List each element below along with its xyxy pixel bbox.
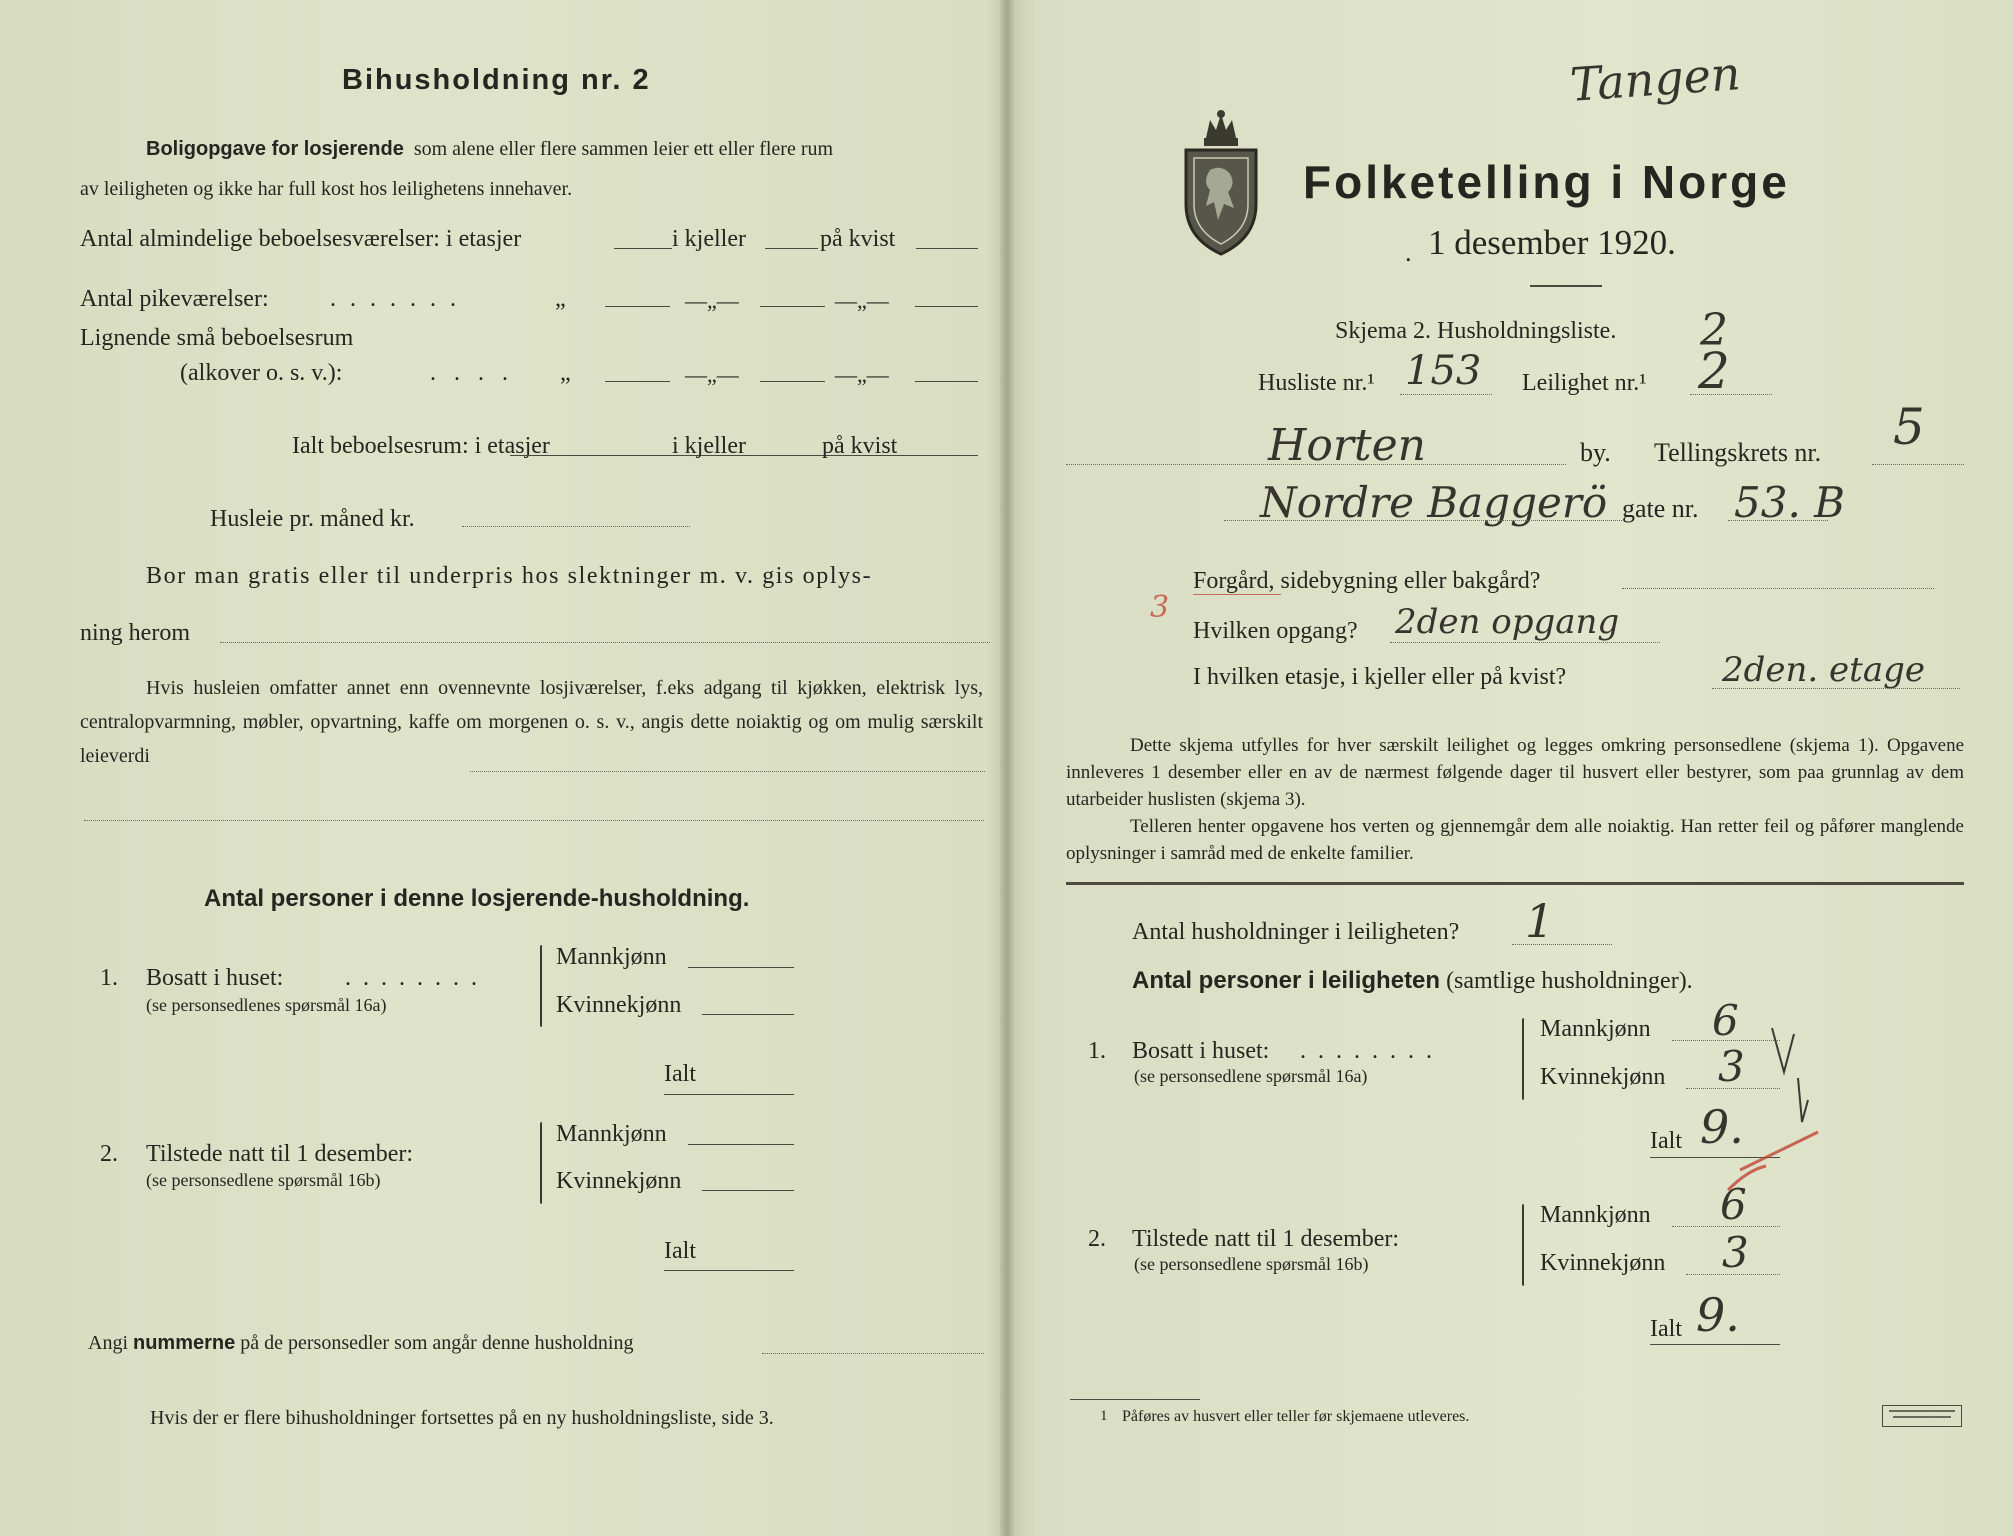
etasje-value: 2den. etage — [1722, 650, 1925, 690]
opgang-line — [1390, 642, 1660, 643]
right-item2-female-value: 3 — [1722, 1228, 1749, 1277]
gratis-line-1: Bor man gratis eller til underpris hos slektninger m. v. gis oplys- — [146, 563, 873, 589]
left-item1-male: Mannkjønn — [556, 944, 667, 970]
left-item1-total-line — [664, 1094, 794, 1095]
pike-kjeller-line — [760, 306, 825, 307]
rent-note: Hvis husleien omfatter annet enn ovennevnte losjiværelser, f.eks adgang til kjøkken, elektrisk lys, centralopvarmning, møbler, opvartning, kaffe om morgenen o. s. v., angis dette noiaktig og om mulig særskilt leieverdi — [80, 677, 983, 767]
left-item2-male-line — [688, 1144, 794, 1145]
pike-etasjer-line — [605, 306, 670, 307]
households-label: Antal husholdninger i leiligheten? — [1132, 919, 1460, 945]
similar-ditto: „ — [560, 360, 571, 386]
right-item2-total-line — [1650, 1344, 1780, 1345]
similar-ditto-2: —„— — [685, 362, 739, 387]
printer-stamp-mark-1 — [1889, 1410, 1955, 1412]
schema-label: Skjema 2. Husholdningsliste. — [1335, 318, 1617, 344]
left-item2-female: Kvinnekjønn — [556, 1168, 682, 1194]
gate-label: gate nr. — [1622, 494, 1699, 523]
right-item2-label: Tilstede natt til 1 desember: — [1132, 1226, 1400, 1252]
left-item2-label: Tilstede natt til 1 desember: — [146, 1141, 414, 1167]
right-item1-male-value: 6 — [1712, 996, 1739, 1045]
right-item1-label: Bosatt i huset: — [1132, 1038, 1270, 1064]
rooms-kvist-label: på kvist — [820, 226, 896, 252]
leilighet-line — [1690, 394, 1772, 395]
footnote-number: 1 — [1100, 1408, 1108, 1424]
numbers-post: på de personsedler som angår denne husholdning — [240, 1332, 634, 1354]
page-fold — [1000, 0, 1014, 1536]
right-item1-female-label: Kvinnekjønn — [1540, 1064, 1666, 1090]
right-item2-num: 2. — [1088, 1226, 1106, 1252]
households-line — [1512, 944, 1612, 945]
date-dot: . — [1405, 238, 1412, 267]
instructions-rule — [1066, 882, 1964, 885]
left-persons-heading: Antal personer i denne losjerende-husholdning. — [204, 885, 750, 912]
rent-note-line-2 — [84, 820, 984, 821]
city-value: Horten — [1268, 420, 1426, 471]
gate-value: 53. B — [1734, 478, 1846, 527]
left-item2-total-line — [664, 1270, 794, 1271]
by-label: by. — [1580, 438, 1611, 467]
etasje-label: I hvilken etasje, i kjeller eller på kvist? — [1193, 664, 1567, 690]
instructions-2: Telleren henter opgavene hos verten og gjennemgår dem alle noiaktig. Han retter feil og påfører manglende oplysninger i samråd med de enkelte familier. — [1066, 816, 1964, 864]
forgard-line — [1622, 588, 1934, 589]
gratis-line-2: ning herom — [80, 620, 190, 646]
krets-value: 5 — [1893, 398, 1925, 456]
pike-ditto-3: —„— — [835, 288, 889, 313]
right-item1-note: (se personsedlene spørsmål 16a) — [1134, 1066, 1368, 1086]
krets-line — [1872, 464, 1964, 465]
handwritten-place-top: Tangen — [1568, 46, 1743, 112]
intro-line-1 — [146, 138, 833, 161]
right-item2-male-value: 6 — [1720, 1180, 1747, 1229]
right-item2-female-line — [1686, 1274, 1780, 1275]
left-item2-brace — [540, 1122, 542, 1204]
total-kvist-label: på kvist — [822, 433, 898, 459]
pike-label: Antal pikeværelser: — [80, 286, 269, 312]
left-title: Bihusholdning nr. 2 — [342, 64, 651, 96]
husliste-label: Husliste nr.¹ — [1258, 370, 1375, 396]
numbers-bold: nummerne — [133, 1332, 236, 1354]
numbers-line-fill — [762, 1353, 984, 1354]
numbers-pre: Angi — [88, 1332, 128, 1354]
total-rooms-label: Ialt beboelsesrum: i etasjer — [292, 433, 550, 459]
similar-dots: . . . . — [430, 360, 514, 386]
printer-stamp — [1882, 1405, 1962, 1427]
similar-kjeller-line — [760, 381, 825, 382]
right-item1-female-value: 3 — [1718, 1042, 1745, 1091]
right-item1-male-label: Mannkjønn — [1540, 1016, 1651, 1042]
rent-line — [462, 526, 690, 527]
gratis-line — [220, 642, 990, 643]
left-item1-female: Kvinnekjønn — [556, 992, 682, 1018]
margin-mark: 3 — [1150, 590, 1170, 625]
total-kjeller-label: i kjeller — [672, 433, 746, 459]
pike-kvist-line — [915, 306, 978, 307]
husliste-line — [1400, 394, 1492, 395]
etasje-line — [1712, 688, 1960, 689]
left-item1-num: 1. — [100, 965, 118, 991]
right-item2-note: (se personsedlene spørsmål 16b) — [1134, 1254, 1369, 1274]
right-persons-heading — [1132, 967, 1693, 995]
footnote-rule — [1070, 1399, 1200, 1400]
rooms-kvist-line — [916, 248, 978, 249]
printer-stamp-mark-2 — [1893, 1416, 1951, 1418]
right-item2-male-label: Mannkjønn — [1540, 1202, 1651, 1228]
husliste-value: 153 — [1405, 348, 1482, 394]
right-persons-heading-rest: (samtlige husholdninger). — [1446, 968, 1693, 994]
leilighet-value: 2 — [1698, 342, 1730, 400]
left-item2-female-line — [702, 1190, 794, 1191]
pike-ditto: „ — [555, 286, 566, 312]
coat-of-arms-icon — [1180, 108, 1262, 263]
right-item2-female-label: Kvinnekjønn — [1540, 1250, 1666, 1276]
opgang-label: Hvilken opgang? — [1193, 618, 1358, 644]
right-item1-total-label: Ialt — [1650, 1128, 1682, 1154]
rooms-kjeller-label: i kjeller — [672, 226, 746, 252]
census-date: 1 desember 1920. — [1428, 223, 1676, 262]
total-etasjer-line — [614, 455, 672, 456]
rent-note-line — [470, 771, 985, 772]
title-rule — [1530, 285, 1602, 287]
footnote-text: Påføres av husvert eller teller før skjemaene utleveres. — [1122, 1408, 1470, 1425]
right-item2-male-line — [1672, 1226, 1780, 1227]
left-item2-num: 2. — [100, 1141, 118, 1167]
right-item1-total-value: 9. — [1700, 1100, 1744, 1154]
intro-line-2: av leiligheten og ikke har full kost hos leilighetens innehaver. — [80, 178, 573, 200]
similar-line-1: Lignende små beboelsesrum — [80, 325, 354, 351]
forgard-label: Forgård, sidebygning eller bakgård? — [1193, 568, 1541, 594]
right-title: Folketelling i Norge — [1303, 156, 1790, 208]
similar-kvist-line — [915, 381, 978, 382]
rooms-etasjer-line — [614, 248, 672, 249]
households-value: 1 — [1525, 894, 1555, 948]
intro-bold: Boligopgave for losjerende — [146, 138, 404, 160]
left-item2-total: Ialt — [664, 1238, 696, 1264]
left-item1-female-line — [702, 1014, 794, 1015]
right-item1-dots: . . . . . . . . — [1300, 1038, 1435, 1064]
street-value: Nordre Baggerö — [1260, 478, 1608, 527]
street-line — [1224, 520, 1622, 521]
right-persons-heading-bold: Antal personer i leiligheten — [1132, 967, 1441, 994]
krets-label: Tellingskrets nr. — [1654, 438, 1822, 467]
rooms-kjeller-line — [765, 248, 818, 249]
pike-ditto-2: —„— — [685, 288, 739, 313]
similar-line-2: (alkover o. s. v.): — [180, 360, 343, 386]
leilighet-label: Leilighet nr.¹ — [1522, 370, 1647, 396]
left-item1-male-line — [688, 967, 794, 968]
gate-line — [1728, 520, 1828, 521]
right-item2-brace — [1522, 1204, 1524, 1286]
left-item1-dots: . . . . . . . . — [345, 965, 480, 991]
pike-dots: . . . . . . . — [330, 286, 460, 312]
right-item2-total-value: 9. — [1696, 1288, 1740, 1342]
left-item2-male: Mannkjønn — [556, 1121, 667, 1147]
schema-number-hw: 2 — [1700, 305, 1728, 356]
left-item2-note: (se personsedlene spørsmål 16b) — [146, 1170, 381, 1190]
rooms-label: Antal almindelige beboelsesværelser: i etasjer — [80, 226, 522, 252]
left-item1-brace — [540, 945, 542, 1027]
instructions-1: Dette skjema utfylles for hver særskilt leilighet og legges omkring personsedlene (skjema 1). Opgavene innleveres 1 desember eller en av de nærmest følgende dager til husvert eller bestyrer, som paa grunnlag av dem utarbeider huslisten (skjema 3). — [1066, 735, 1964, 810]
rent-label: Husleie pr. måned kr. — [210, 506, 415, 532]
similar-etasjer-line — [605, 381, 670, 382]
forgard-underline — [1193, 594, 1281, 595]
more-households: Hvis der er flere bihusholdninger fortsettes på en ny husholdningsliste, side 3. — [150, 1407, 774, 1429]
left-item1-label: Bosatt i huset: — [146, 965, 284, 991]
right-item1-num: 1. — [1088, 1038, 1106, 1064]
right-item2-total-label: Ialt — [1650, 1316, 1682, 1342]
intro-rest: som alene eller flere sammen leier ett eller flere rum — [413, 138, 834, 160]
opgang-value: 2den opgang — [1395, 602, 1620, 642]
city-line — [1066, 464, 1566, 465]
similar-ditto-3: —„— — [835, 362, 889, 387]
left-item1-note: (se personsedlenes spørsmål 16a) — [146, 995, 387, 1015]
left-item1-total: Ialt — [664, 1061, 696, 1087]
right-item1-brace — [1522, 1018, 1524, 1100]
numbers-line — [88, 1332, 633, 1355]
